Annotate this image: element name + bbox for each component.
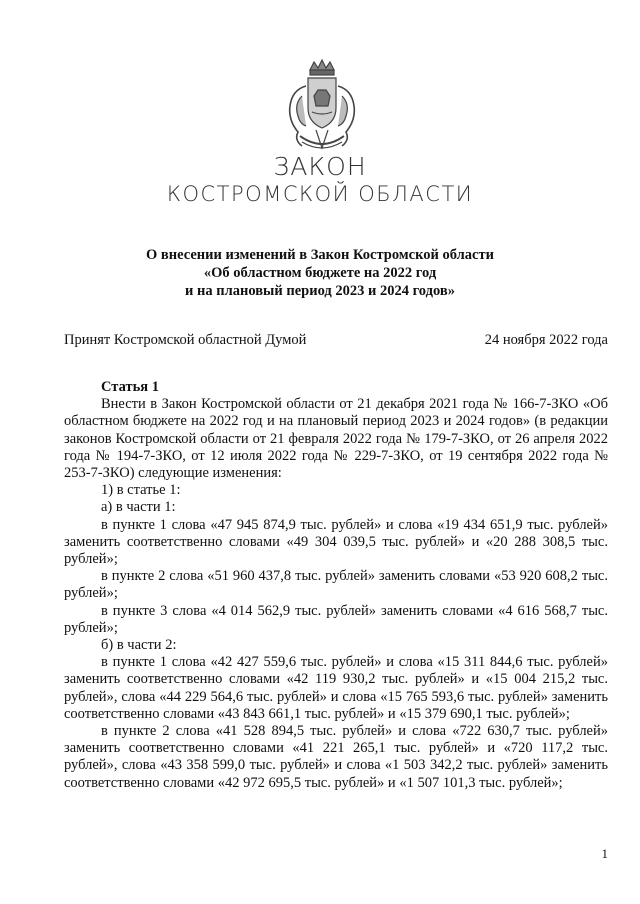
article-body xyxy=(64,379,608,792)
law-title-line: и на плановый период 2023 и 2024 годов» xyxy=(185,283,455,299)
document-type-title: ЗАКОН xyxy=(273,152,367,181)
article-heading: Статья 1 xyxy=(101,379,159,395)
article-paragraph: а) в части 1: xyxy=(101,499,176,516)
article-paragraph: в пункте 3 слова «4 014 562,9 тыс. рублей» заменить словами «4 616 568,7 тыс. рублей»; xyxy=(64,602,608,636)
article-paragraph: Внести в Закон Костромской области от 21 декабря 2021 года № 166-7-ЗКО «Об областном бюджете на 2022 год и на плановый период 2023 и 2024 годов» (в редакции законов Костромской области от 21 февраля 2022 года № 179-7-ЗКО, от 26 апреля 2022 года № 194-7-ЗКО, от 12 июля 2022 года № 229-7-ЗКО, от 19 сентября 2022 года № 253-7-ЗКО) следующие изменения: xyxy=(64,396,608,482)
law-title-line: О внесении изменений в Закон Костромской области xyxy=(146,247,494,263)
adoption-date: 24 ноября 2022 года xyxy=(484,332,608,348)
law-title xyxy=(0,246,640,300)
page-number: 1 xyxy=(601,846,608,861)
article-paragraph: в пункте 2 слова «41 528 894,5 тыс. рублей» и слова «722 630,7 тыс. рублей» заменить соответственно словами «41 221 265,1 тыс. рублей» и «720 117,2 тыс. рублей», слова «43 358 599,0 тыс. рублей» и слова «1 503 342,2 тыс. рублей» заменить соответственно словами «42 972 695,5 тыс. рублей» и «1 507 101,3 тыс. рублей»; xyxy=(64,723,608,791)
article-paragraph: б) в части 2: xyxy=(101,637,177,654)
adopted-by: Принят Костромской областной Думой xyxy=(64,332,307,348)
document-region-title: КОСТРОМСКОЙ ОБЛАСТИ xyxy=(166,182,474,206)
article-paragraph: в пункте 1 слова «47 945 874,9 тыс. рублей» и слова «19 434 651,9 тыс. рублей» заменить соответственно словами «49 304 039,5 тыс. рублей» и «20 288 308,5 тыс. рублей»; xyxy=(64,516,608,568)
article-paragraph: в пункте 2 слова «51 960 437,8 тыс. рублей» заменить словами «53 920 608,2 тыс. рублей»; xyxy=(64,568,608,602)
adoption-line xyxy=(64,332,608,349)
article-paragraph: 1) в статье 1: xyxy=(101,482,181,499)
coat-of-arms-icon xyxy=(272,56,372,156)
law-title-line: «Об областном бюджете на 2022 год xyxy=(203,265,437,281)
article-paragraph: в пункте 1 слова «42 427 559,6 тыс. рублей» и слова «15 311 844,6 тыс. рублей» заменить соответственно словами «42 119 930,2 тыс. рублей» и «15 004 215,2 тыс. рублей», слова «44 229 564,6 тыс. рублей» и слова «15 765 593,6 тыс. рублей» заменить соответственно словами «43 843 661,1 тыс. рублей» и «15 379 690,1 тыс. рублей»; xyxy=(64,654,608,722)
